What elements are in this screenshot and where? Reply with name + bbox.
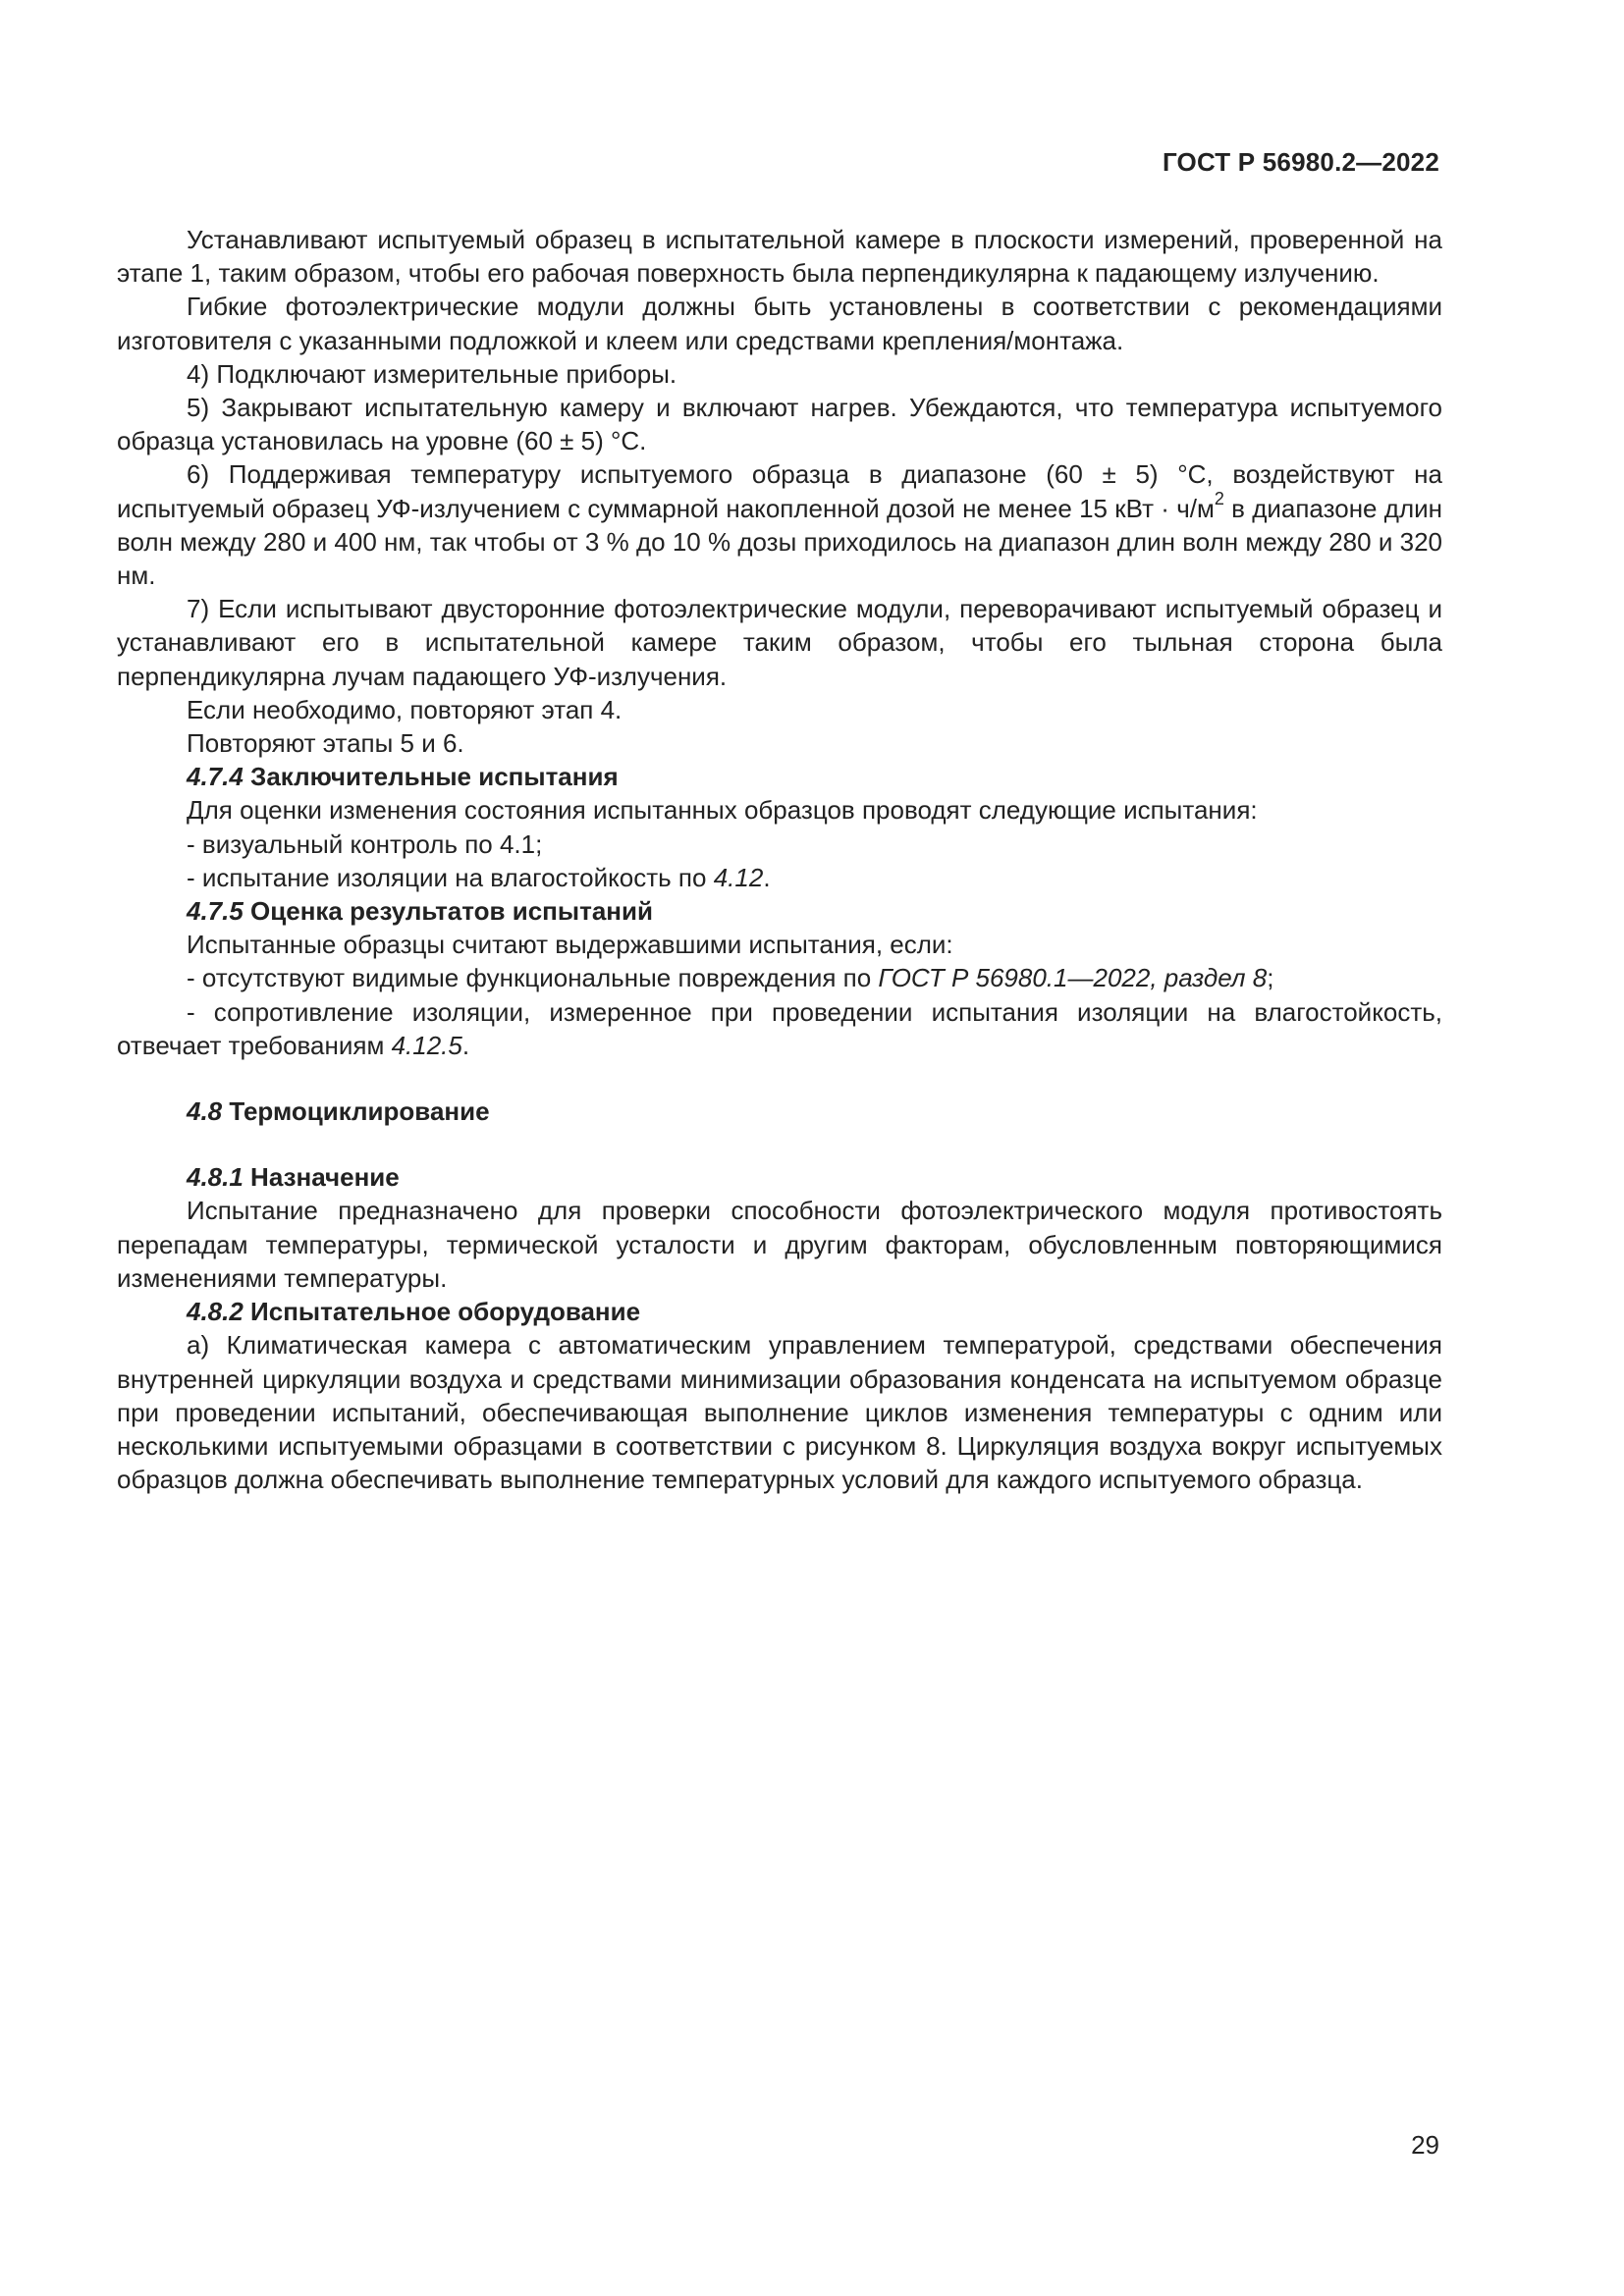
- page-number: 29: [1411, 2130, 1439, 2160]
- section-title: Заключительные испытания: [243, 762, 619, 792]
- paragraph: Повторяют этапы 5 и 6.: [187, 728, 464, 759]
- step-item: 4) Подключают измерительные приборы.: [187, 358, 677, 389]
- step-item: 7) Если испытывают двусторонние фотоэлектрические модули, переворачивают испытуемый образец и устанавливают его в испытательной камере таким образом, чтобы его тыльная сторона была перпендикулярна лучам падающего УФ-излучения.: [117, 594, 1442, 691]
- reference: ГОСТ Р 56980.1—2022, раздел 8: [878, 963, 1268, 993]
- list-item: [117, 861, 1442, 894]
- section-number: 4.8.2: [187, 1297, 244, 1327]
- text-run: ;: [1267, 963, 1274, 993]
- section-title: Назначение: [243, 1162, 400, 1193]
- document-code-header: ГОСТ Р 56980.2—2022: [1162, 147, 1439, 177]
- list-item: [117, 961, 1442, 994]
- paragraph: а) Климатическая камера с автоматическим управлением температурой, средствами обеспечения внутренней циркуляции воздуха и средствами минимизации образования конденсата на испытуемом образце при проведении испытаний, обеспечивающая выполнение циклов изменения температуры с одним или несколькими испытуемыми образцами в соответствии с рисунком 8. Циркуляция воздуха вокруг испытуемых образцов должна обеспечивать выполнение температурных условий для каждого испытуемого образца.: [117, 1330, 1442, 1495]
- text-run: .: [461, 1030, 470, 1060]
- list-item: [117, 995, 1442, 1062]
- section-heading-4-7-5: [117, 894, 1442, 928]
- text-run: в диапазоне длин волн между 280 и 400 нм, так чтобы от 3 % до 10 % дозы приходилось на диапазон длин волн между 280 и 320 нм.: [117, 493, 1442, 591]
- section-number: 4.7.4: [187, 762, 244, 792]
- section-title: Термоциклирование: [222, 1096, 490, 1127]
- paragraph: Для оценки изменения состояния испытанных образцов проводят следующие испытания:: [187, 795, 1258, 826]
- step-item: 5) Закрывают испытательную камеру и включают нагрев. Убеждаются, что температура испытуемого образца установилась на уровне (60 ± 5) °С.: [117, 393, 1442, 456]
- paragraph: Устанавливают испытуемый образец в испытательной камере в плоскости измерений, проверенной на этапе 1, таким образом, чтобы его рабочая поверхность была перпендикулярна к падающему излучению.: [117, 225, 1442, 289]
- document-body: [117, 223, 1442, 1496]
- section-number: 4.8.1: [187, 1162, 244, 1193]
- text-run: - испытание изоляции на влагостойкость по: [187, 862, 714, 892]
- section-heading-4-8: [117, 1095, 1442, 1128]
- section-title: Оценка результатов испытаний: [243, 896, 653, 927]
- section-heading-4-8-1: [117, 1160, 1442, 1194]
- section-number: 4.7.5: [187, 896, 244, 927]
- superscript: 2: [1214, 488, 1224, 508]
- section-heading-4-7-4: [117, 760, 1442, 793]
- section-heading-4-8-2: [117, 1295, 1442, 1328]
- paragraph: Испытание предназначено для проверки способности фотоэлектрического модуля противостоять перепадам температуры, термической усталости и другим факторам, обусловленным повторяющимися изменениями температуры.: [117, 1196, 1442, 1293]
- step-item: [117, 457, 1442, 592]
- paragraph: Если необходимо, повторяют этап 4.: [187, 694, 623, 724]
- text-run: .: [763, 862, 771, 892]
- text-run: - отсутствуют видимые функциональные повреждения по: [187, 963, 879, 993]
- text-run: - сопротивление изоляции, измеренное при проведении испытания изоляции на влагостойкость, отвечает требованиям: [117, 996, 1442, 1060]
- paragraph: Гибкие фотоэлектрические модули должны быть установлены в соответствии с рекомендациями изготовителя с указанными подложкой и клеем или средствами крепления/монтажа.: [117, 292, 1442, 355]
- section-title: Испытательное оборудование: [243, 1297, 641, 1327]
- paragraph: Испытанные образцы считают выдержавшими испытания, если:: [187, 930, 953, 960]
- reference: 4.12.5: [391, 1030, 462, 1060]
- section-number: 4.8: [187, 1096, 223, 1127]
- reference: 4.12: [713, 862, 764, 892]
- text-run: 6) Поддерживая температуру испытуемого образца в диапазоне (60 ± 5) °С, воздействуют на испытуемый образец УФ-излучением с суммарной накопленной дозой не менее 15 кВт · ч/м: [117, 459, 1442, 523]
- list-item: - визуальный контроль по 4.1;: [187, 828, 543, 859]
